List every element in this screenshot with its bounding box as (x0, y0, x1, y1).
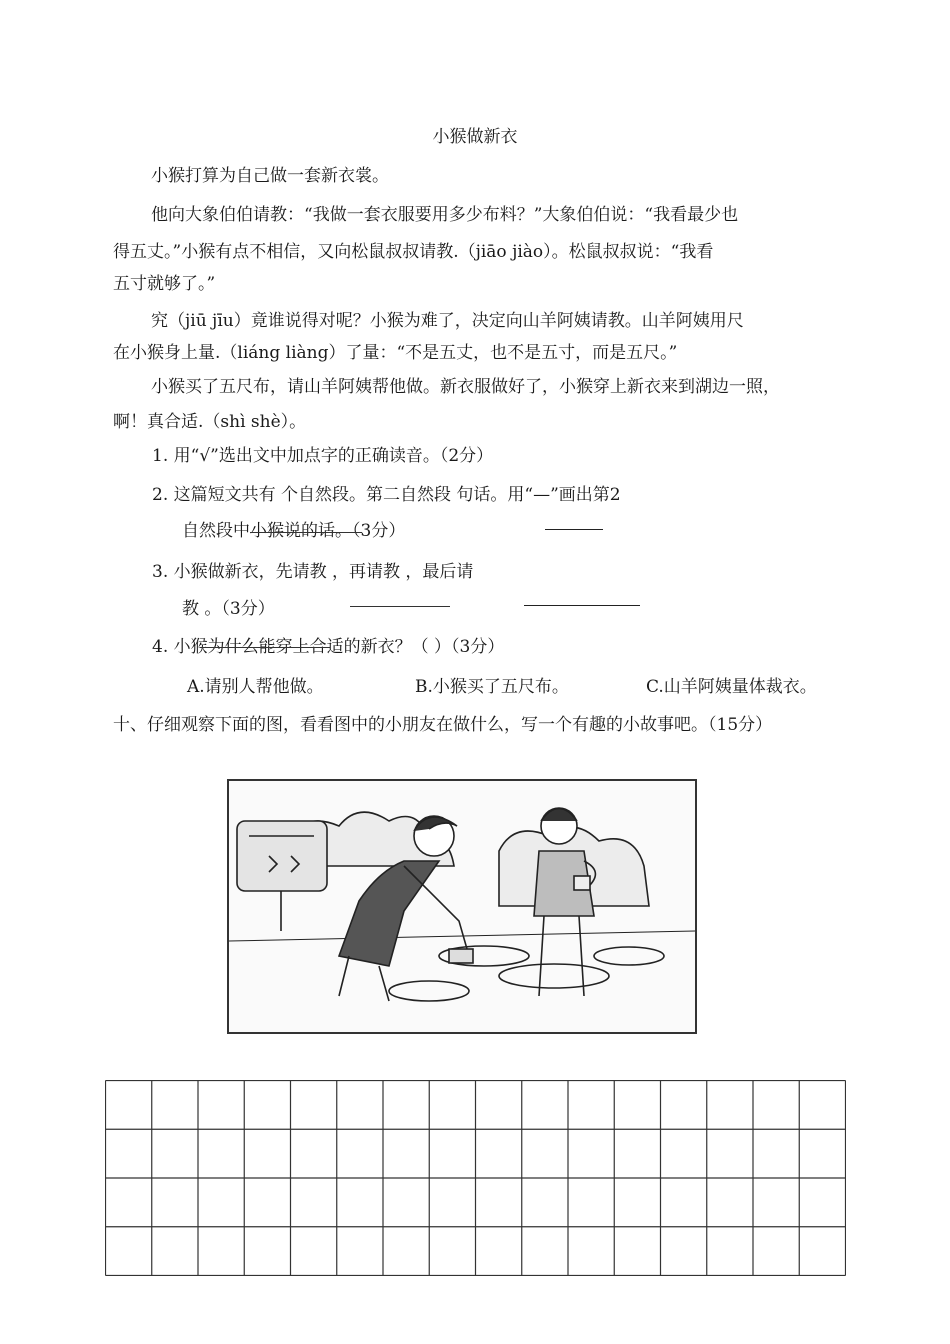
answer-line[interactable] (545, 529, 603, 530)
writing-grid[interactable] (105, 1080, 846, 1276)
story-paragraph-1: 小猴打算为自己做一套新衣裳。 (151, 166, 389, 186)
question-3-line-1: 3. 小猴做新衣，先请教 ，再请教 ，最后请 (152, 562, 474, 582)
story-paragraph-2-line-1: 他向大象伯伯请教：“我做一套衣服要用多少布料？”大象伯伯说：“我看最少也 (151, 205, 739, 225)
option-b[interactable]: B.小猴买了五尺布。 (415, 677, 569, 697)
strike-mark (350, 606, 450, 607)
story-paragraph-2-line-2: 得五丈。”小猴有点不相信，又向松鼠叔叔请教.（jiāo jiào）。松鼠叔叔说：“我看 (113, 242, 714, 262)
question-1: 1. 用“√”选出文中加点字的正确读音。（2分） (152, 446, 494, 466)
story-paragraph-4-line-1: 小猴买了五尺布，请山羊阿姨帮他做。新衣服做好了，小猴穿上新衣来到湖边一照， (151, 377, 780, 397)
story-title: 小猴做新衣 (432, 127, 518, 147)
writing-grid-lines (105, 1080, 846, 1276)
section-10-prompt: 十、仔细观察下面的图，看看图中的小朋友在做什么，写一个有趣的小故事吧。（15分） (113, 715, 773, 735)
illustration-children-cleaning (227, 779, 697, 1034)
story-paragraph-4-line-2: 啊！真合适.（shì shè）。 (113, 412, 307, 432)
story-paragraph-2-line-3: 五寸就够了。” (113, 274, 216, 294)
question-2-line-1: 2. 这篇短文共有 个自然段。第二自然段 句话。用“—”画出第2 (152, 485, 621, 505)
answer-line[interactable] (524, 605, 640, 606)
recycle-bin-icon (237, 821, 327, 891)
story-paragraph-3-line-1: 究（jiū jīu）竟谁说得对呢？小猴为难了，决定向山羊阿姨请教。山羊阿姨用尺 (151, 311, 744, 331)
question-2-line-2: 自然段中小猴说的话。（3分） (182, 521, 406, 541)
option-a[interactable]: A.请别人帮他做。 (187, 677, 324, 697)
option-c[interactable]: C.山羊阿姨量体裁衣。 (646, 677, 817, 697)
question-3-line-2: 教 。（3分） (182, 599, 275, 619)
story-paragraph-3-line-2: 在小猴身上量.（liáng liàng）了量：“不是五丈，也不是五寸，而是五尺。” (113, 343, 678, 363)
strike-mark (250, 532, 362, 533)
strike-mark (200, 647, 330, 648)
illustration-drawing (229, 781, 695, 1032)
question-4: 4. 小猴为什么能穿上合适的新衣？（ ）（3分） (152, 637, 505, 657)
